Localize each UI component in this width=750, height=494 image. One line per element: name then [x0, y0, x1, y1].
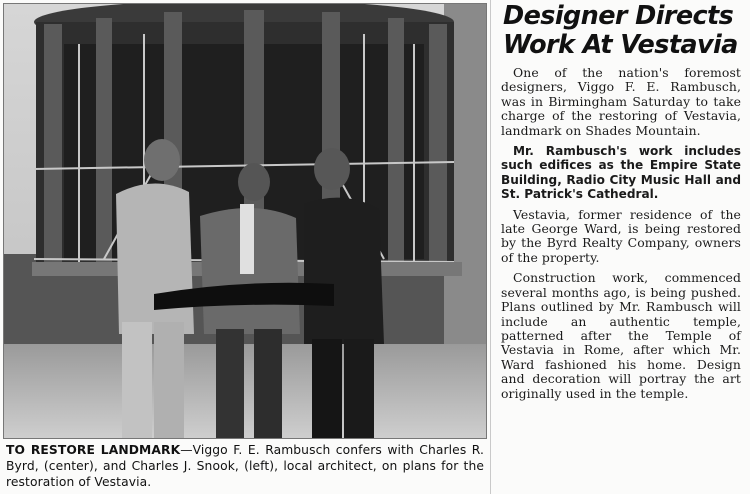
headline — [503, 2, 745, 60]
news-photo — [3, 3, 487, 439]
article-paragraph: One of the nation's foremost designers, Viggo F. E. Rambusch, was in Birmingham Saturday to take charge of the restoring of Vestavia, landmark on Shades Mountain. — [501, 65, 741, 138]
headline-line: Designer Directs — [503, 1, 734, 31]
caption-text: —Viggo F. E. Rambusch confers with Charles R. Byrd, (center), and Charles J. Snook, (left), local architect, on plans for the restoration of Vestavia. — [6, 443, 484, 489]
photo-caption — [6, 442, 484, 490]
column-divider — [490, 0, 491, 494]
article-paragraph: Construction work, commenced several months ago, is being pushed. Plans outlined by Mr. Rambusch will include an authentic temple, patterned after the Temple of Vestavia in Rome, after which Mr. Ward fashioned his home. Design and decoration will portray the art originally used in the temple. — [501, 270, 741, 401]
article-paragraph: Mr. Rambusch's work includes such edifices as the Empire State Building, Radio City Music Hall and St. Patrick's Cathedral. — [501, 144, 741, 202]
photograph-icon — [4, 4, 487, 439]
headline-line: Work At Vestavia — [503, 30, 738, 60]
article-paragraph: Vestavia, former residence of the late George Ward, is being restored by the Byrd Realty Company, owners of the property. — [501, 206, 741, 265]
caption-kicker: TO RESTORE LANDMARK — [6, 443, 181, 457]
article-column — [497, 0, 745, 494]
